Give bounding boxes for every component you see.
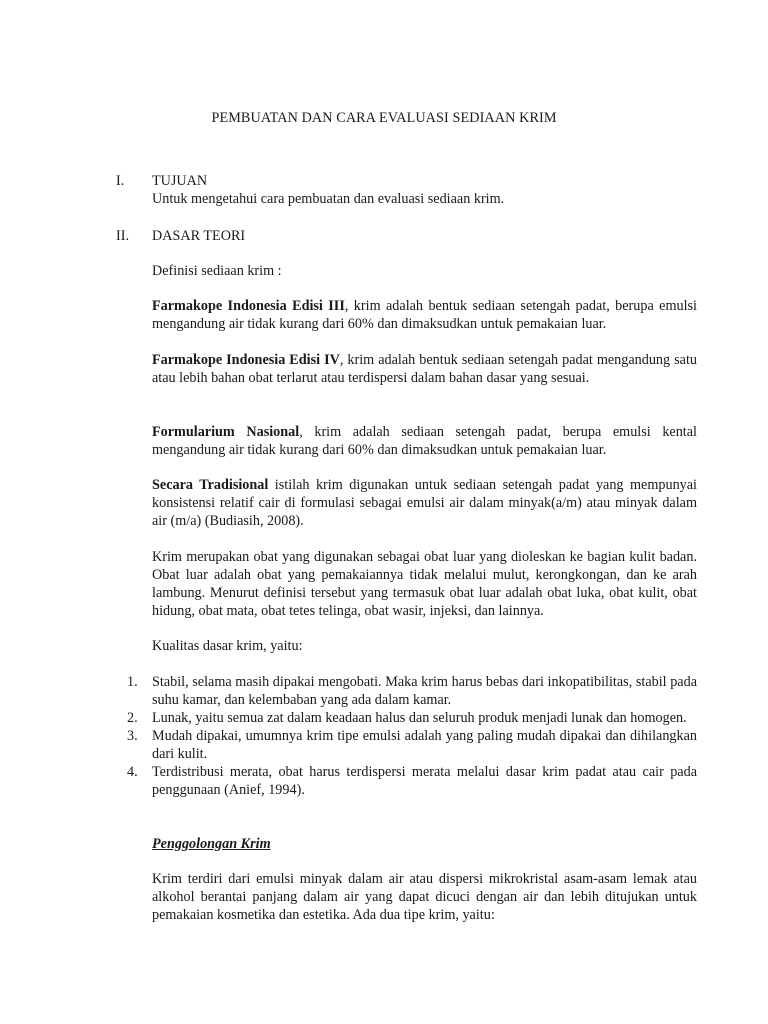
- list-text: Terdistribusi merata, obat harus terdispersi merata melalui dasar krim padat atau cair pada penggunaan (Anief, 1994).: [152, 764, 697, 798]
- section-2-number: II.: [116, 228, 129, 244]
- list-text: Stabil, selama masih dipakai mengobati. Maka krim harus bebas dari inkopatibilitas, stabil pada suhu kamar, dan kelembaban yang ada dalam kamar.: [152, 674, 697, 708]
- definition-source: Formularium Nasional: [152, 424, 300, 440]
- definition-paragraph: [152, 476, 697, 530]
- penggolongan-paragraph: Krim terdiri dari emulsi minyak dalam air atau dispersi mikrokristal asam-asam lemak atau alkohol berantai panjang dalam air yang dapat dicuci dengan air dan lebih ditujukan untuk pemakaian kosmetika dan estetika. Ada dua tipe krim, yaitu:: [152, 871, 697, 923]
- definition-text: istilah krim digunakan untuk sediaan setengah padat yang mempunyai konsistensi relatif cair di formulasi sebagai emulsi air dalam minyak(a/m) atau minyak dalam air (m/a) (Budiasih, 2008).: [152, 477, 697, 529]
- kualitas-intro: Kualitas dasar krim, yaitu:: [152, 638, 303, 654]
- definition-paragraph: [152, 297, 697, 333]
- section-2-heading: DASAR TEORI: [152, 228, 246, 244]
- definition-source: Secara Tradisional: [152, 477, 269, 493]
- definition-source: Farmakope Indonesia Edisi IV: [152, 352, 340, 368]
- list-item: [118, 763, 697, 799]
- section-1-number: I.: [116, 173, 125, 189]
- list-number: 2.: [127, 710, 138, 726]
- krim-paragraph: Krim merupakan obat yang digunakan sebagai obat luar yang dioleskan ke bagian kulit badan. Obat luar adalah obat yang pemakaiannya tidak melalui mulut, kerongkongan, dan ke arah lambung. Menurut definisi tersebut yang termasuk obat luar adalah obat luka, obat kulit, obat hidung, obat mata, obat tetes telinga, obat wasir, injeksi, dan lainnya.: [152, 549, 697, 619]
- definition-text: , krim adalah bentuk sediaan setengah padat, berupa emulsi mengandung air tidak kurang dari 60% dan dimaksudkan untuk pemakaian luar.: [152, 298, 697, 332]
- penggolongan-heading: Penggolongan Krim: [152, 836, 271, 852]
- page-title: PEMBUATAN DAN CARA EVALUASI SEDIAAN KRIM: [211, 110, 557, 126]
- section-1-heading: TUJUAN: [152, 173, 208, 189]
- definition-text: , krim adalah bentuk sediaan setengah padat mengandung satu atau lebih bahan obat terlarut atau terdispersi dalam bahan dasar yang sesuai.: [152, 352, 697, 386]
- section-1-text: Untuk mengetahui cara pembuatan dan evaluasi sediaan krim.: [152, 191, 505, 207]
- definition-paragraph: [152, 423, 697, 459]
- list-item: [118, 709, 697, 727]
- list-text: Mudah dipakai, umumnya krim tipe emulsi adalah yang paling mudah dipakai dan dihilangkan dari kulit.: [152, 728, 697, 762]
- list-text: Lunak, yaitu semua zat dalam keadaan halus dan seluruh produk menjadi lunak dan homogen.: [152, 710, 687, 726]
- list-item: [118, 673, 697, 709]
- definition-text: , krim adalah sediaan setengah padat, berupa emulsi kental mengandung air tidak kurang dari 60% dan dimaksudkan untuk pemakaian luar.: [152, 424, 697, 458]
- definition-paragraph: [152, 351, 697, 387]
- list-item: [118, 727, 697, 763]
- list-number: 1.: [127, 674, 138, 690]
- list-number: 3.: [127, 728, 138, 744]
- list-number: 4.: [127, 764, 138, 780]
- kualitas-list: [118, 673, 697, 799]
- definition-source: Farmakope Indonesia Edisi III: [152, 298, 345, 314]
- definition-intro: Definisi sediaan krim :: [152, 263, 282, 279]
